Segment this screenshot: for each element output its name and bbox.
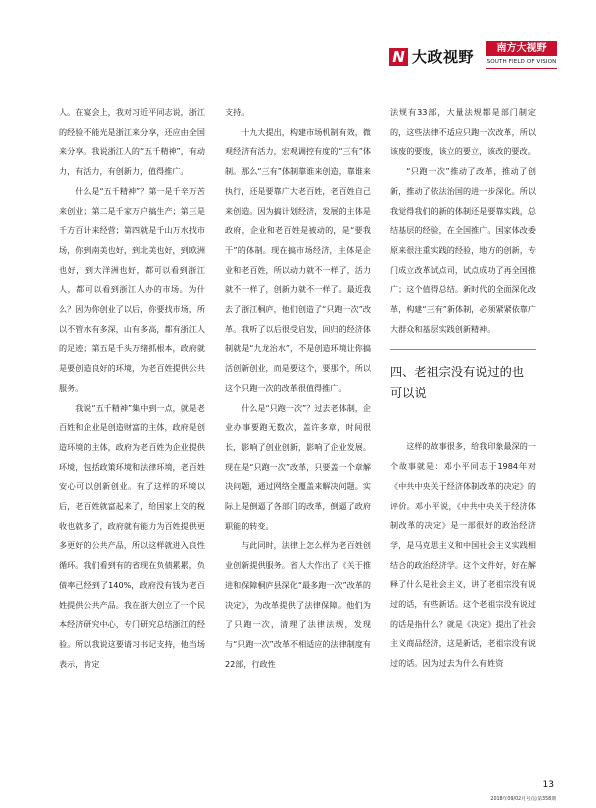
- article-column-1: [59, 103, 205, 674]
- article-column-3: [390, 103, 536, 674]
- paragraph: 这样的故事很多，给我印象最深的一个故事就是：邓小平同志于1984年对《中共中央关于经济体制改革的决定》的评价。邓小平说，《中共中央关于经济体制改革的决定》是一部很好的政治经济学，是马克思主义和中国社会主义实践相结合的政治经济学。这个文件好，好在解释了什么是社会主义，讲了老祖宗没有说过的话，有些新话。这个老祖宗没有说过的话是指什么？就是《决定》提出了社会主义商品经济，这是新话，老祖宗没有说过的话。因为过去为什么有姓资: [390, 441, 536, 669]
- section-label: [486, 41, 557, 73]
- paragraph: 我说“五千精神”集中到一点，就是老百姓和企业是创造财富的主体，政府是创造环境的主体，政府为老百姓为企业提供环境，包括政策环境和法律环境，老百姓安心可以创新创业。有了这样的环境以后，老百姓就富起来了，给国家上交的税收也就多了，政府就有能力为百姓提供更多更好的公共产品，所以这样就进入良性循环。我们看到有的省现在负债累累，负债率已经到了140%，政府没有钱为老百姓提供公共产品。我在浙大创立了一个民本经济研究中心，专门研究总结浙江的经验。所以我说这要请习书记支持，他当场表示，肯定: [59, 402, 205, 669]
- paragraph: 十九大提出，构建市场机制有效，微观经济有活力，宏观调控有度的“三有”体制。那么“三有”体制靠谁来创造，靠谁来执行，还是要靠广大老百姓，老百姓自己来创造。因为搞计划经济，发展的主体是政府，企业和老百姓是被动的，是“要我干”的体制。现在搞市场经济，主体是企业和老百姓，所以动力就不一样了，活力就不一样了，创新力就不一样了。最近我去了浙江桐庐，他们创造了“只跑一次”改革。我听了以后很受启发，回归的经济体制就是“九龙治水”，不是创造环境让你搞活创新创业，而是要这个，要那个，所以这个只跑一次的改革很值得推广。: [225, 126, 371, 393]
- section-divider: [390, 349, 536, 350]
- paragraph: 支持。: [225, 107, 250, 117]
- section-label-cn: 南方大视野: [486, 41, 557, 56]
- section-heading: 四、老祖宗没有说过的也可以说: [390, 365, 525, 401]
- paragraph: 法规有33部，大量法规都是部门制定的，这些法律不适应只跑一次改革，所以该废的要废，该立的要立，该改的要改。: [390, 107, 536, 157]
- page-number: 13: [542, 780, 554, 790]
- paragraph: “只跑一次”推动了改革，推动了创新，推动了依法治国的进一步深化。所以我觉得我们的新的体制还是要靠实践，总结基层的经验，在全国推广。国家体改委原来很注重实践的经验，地方的创新，专门成立改革试点司，试点成功了再全国推广；这个值得总结。新时代的全面深化改革，构建“三有”新体制，必须紧紧依靠广大群众和基层实践创新精神。: [390, 166, 536, 334]
- magazine-logo-icon: N: [389, 48, 408, 66]
- paragraph: 什么是“五千精神”？第一是千辛万苦来创业；第二是千家万户搞生产；第三是千方百计来经营；第四就是千山万水找市场，你到南美也好，到北美也好，到欧洲也好，到大洋洲也好，都可以看到浙江人，都可以看到浙江人办的市场。为什么？因为你创业了以后，你要找市场，所以不管水有多深，山有多高，都有浙江人的足迹；第五是千头万绪抓根本，政府就是要创造良好的环境，为老百姓提供公共服务。: [59, 185, 205, 393]
- masthead: [389, 41, 559, 73]
- paragraph: 什么是“只跑一次”？过去老体制，企业办事要跑无数次，盖许多章，时间很长，影响了创业创新，影响了企业发展。现在是“只跑一次”改革，只要盖一个章解决问题，通过网络全覆盖来解决问题。实际上是倒逼了各部门的改革，倒逼了政府职能的转变。: [225, 402, 371, 531]
- paragraph: 与此同时，法律上怎么样为老百姓创业创新提供服务。省人大作出了《关于推进和保障桐庐县深化“最多跑一次”改革的决定》，为改革提供了法律保障。他们为了只跑一次，清理了法律法规，发现与“只跑一次”改革不相适应的法律制度有22部，行政性: [225, 540, 371, 669]
- paragraph: 人。在宴会上，我对习近平同志说，浙江的经验不能光是浙江来分享，还应由全国来分享。我说浙江人的“五千精神”，有动力，有活力，有创新力，值得推广。: [59, 107, 205, 177]
- issue-note: 2018年09/02月号/总第358期: [490, 797, 556, 802]
- column-title: 大政视野: [412, 48, 475, 66]
- article-column-2: [225, 103, 371, 674]
- section-label-en: SOUTH FIELD OF VISION: [486, 56, 557, 69]
